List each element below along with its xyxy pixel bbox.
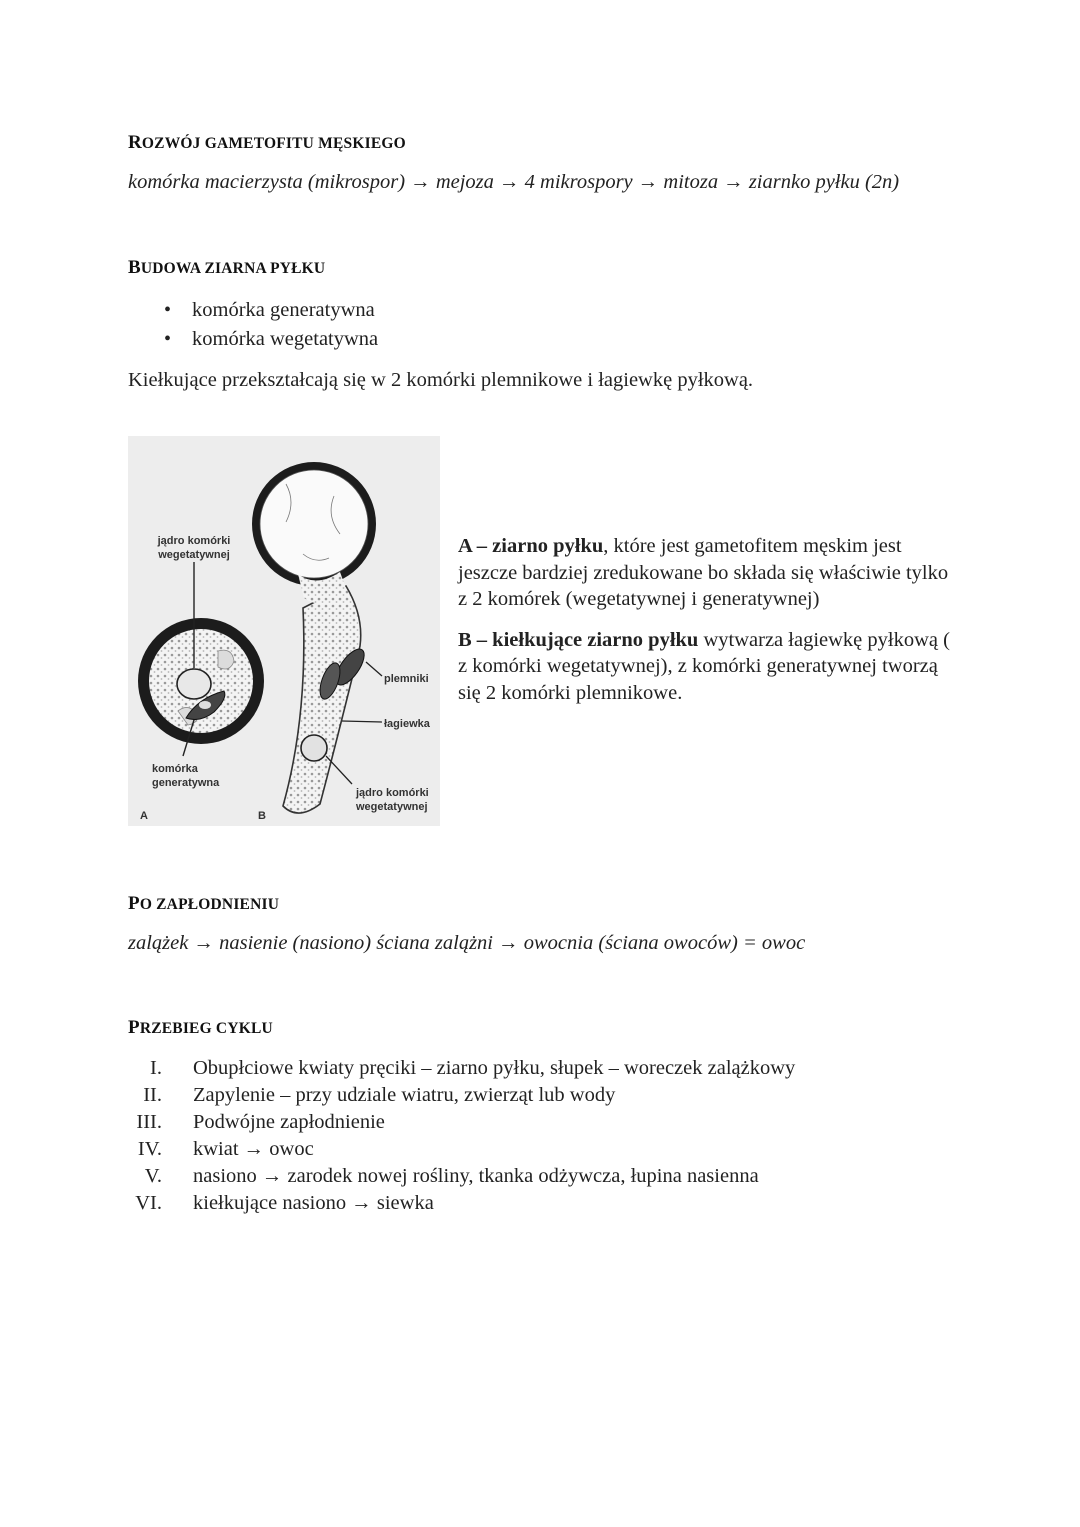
pollen-diagram — [128, 436, 440, 826]
fertilization-flow: zalążek → nasienie (nasiono) ściana zalążni → owocnia (ściana owoców) = owoc — [128, 932, 806, 954]
list-item: • komórka generatywna — [128, 296, 378, 325]
pollen-figure — [128, 436, 440, 826]
svg-text:generatywna — [152, 777, 220, 789]
label-pollen-tube: łagiewka — [384, 718, 430, 730]
svg-text:B — [258, 810, 266, 822]
svg-text:wegetatywnej — [157, 549, 230, 561]
pollen-grain-b — [252, 462, 382, 813]
label-generative-cell-line2: generatywna — [152, 777, 220, 789]
male-gametophyte-flow: komórka macierzysta (mikrospor) → mejoza → 4 mikrospory → mitoza → ziarnko pyłku (2n) — [128, 171, 900, 193]
description-a: A – ziarno pyłku, które jest gametofitem męskim jest jeszcze bardziej zredukowane bo składa się właściwie tylko z 2 komórek (wegetatywnej i generatywnej) — [458, 535, 949, 610]
svg-text:jądro komórki — [157, 535, 231, 547]
heading-after-fertilization: PO ZAPŁODNIENIU — [128, 893, 280, 914]
pollen-structure-list — [128, 296, 378, 354]
list-item: VI. kiełkujące nasiono → siewka — [135, 1192, 434, 1214]
heading-male-gametophyte: ROZWÓJ GAMETOFITU MĘSKIEGO — [128, 132, 406, 153]
list-item: I. Obupłciowe kwiaty pręciki – ziarno pyłku, słupek – woreczek zalążkowy — [150, 1057, 796, 1079]
svg-text:wegetatywnej — [355, 801, 428, 813]
label-a: A — [140, 810, 148, 822]
svg-text:łagiewka — [384, 718, 431, 730]
germination-note: Kiełkujące przekształcają się w 2 komórki plemnikowe i łagiewkę pyłkową. — [128, 369, 754, 391]
heading-pollen-structure: BUDOWA ZIARNA PYŁKU — [128, 257, 326, 278]
vegetative-nucleus-b — [301, 735, 327, 761]
label-vegetative-nucleus-a-line1: jądro komórki — [157, 535, 231, 547]
figure-description — [458, 533, 958, 720]
list-item: III. Podwójne zapłodnienie — [136, 1111, 385, 1133]
list-item: II. Zapylenie – przy udziale wiatru, zwierząt lub wody — [143, 1084, 616, 1106]
svg-text:jądro komórki — [355, 787, 429, 799]
pollen-grain-a — [138, 562, 264, 756]
description-b: B – kiełkujące ziarno pyłku wytwarza łagiewkę pyłkową ( z komórki wegetatywnej), z komórki generatywnej tworzą się 2 komórki plemnikowe. — [458, 628, 950, 704]
heading-life-cycle: PRZEBIEG CYKLU — [128, 1017, 273, 1038]
svg-text:A — [140, 810, 148, 822]
label-sperm-cells: plemniki — [384, 673, 429, 685]
list-item: • komórka wegetatywna — [128, 325, 378, 354]
label-vegetative-nucleus-b-line2: wegetatywnej — [356, 801, 428, 813]
svg-text:komórka — [152, 763, 199, 775]
label-b: B — [258, 810, 266, 822]
life-cycle-list — [128, 1055, 795, 1217]
label-vegetative-nucleus-a-line2: wegetatywnej — [158, 549, 230, 561]
label-vegetative-nucleus-b-line1: jądro komórki — [356, 787, 429, 799]
svg-text:plemniki — [384, 673, 429, 685]
list-item: IV. kwiat → owoc — [137, 1138, 314, 1160]
label-generative-cell-line1: komórka — [152, 763, 198, 775]
list-item: V. nasiono → zarodek nowej rośliny, tkanka odżywcza, łupina nasienna — [144, 1165, 759, 1187]
vegetative-nucleus-a — [177, 669, 211, 699]
